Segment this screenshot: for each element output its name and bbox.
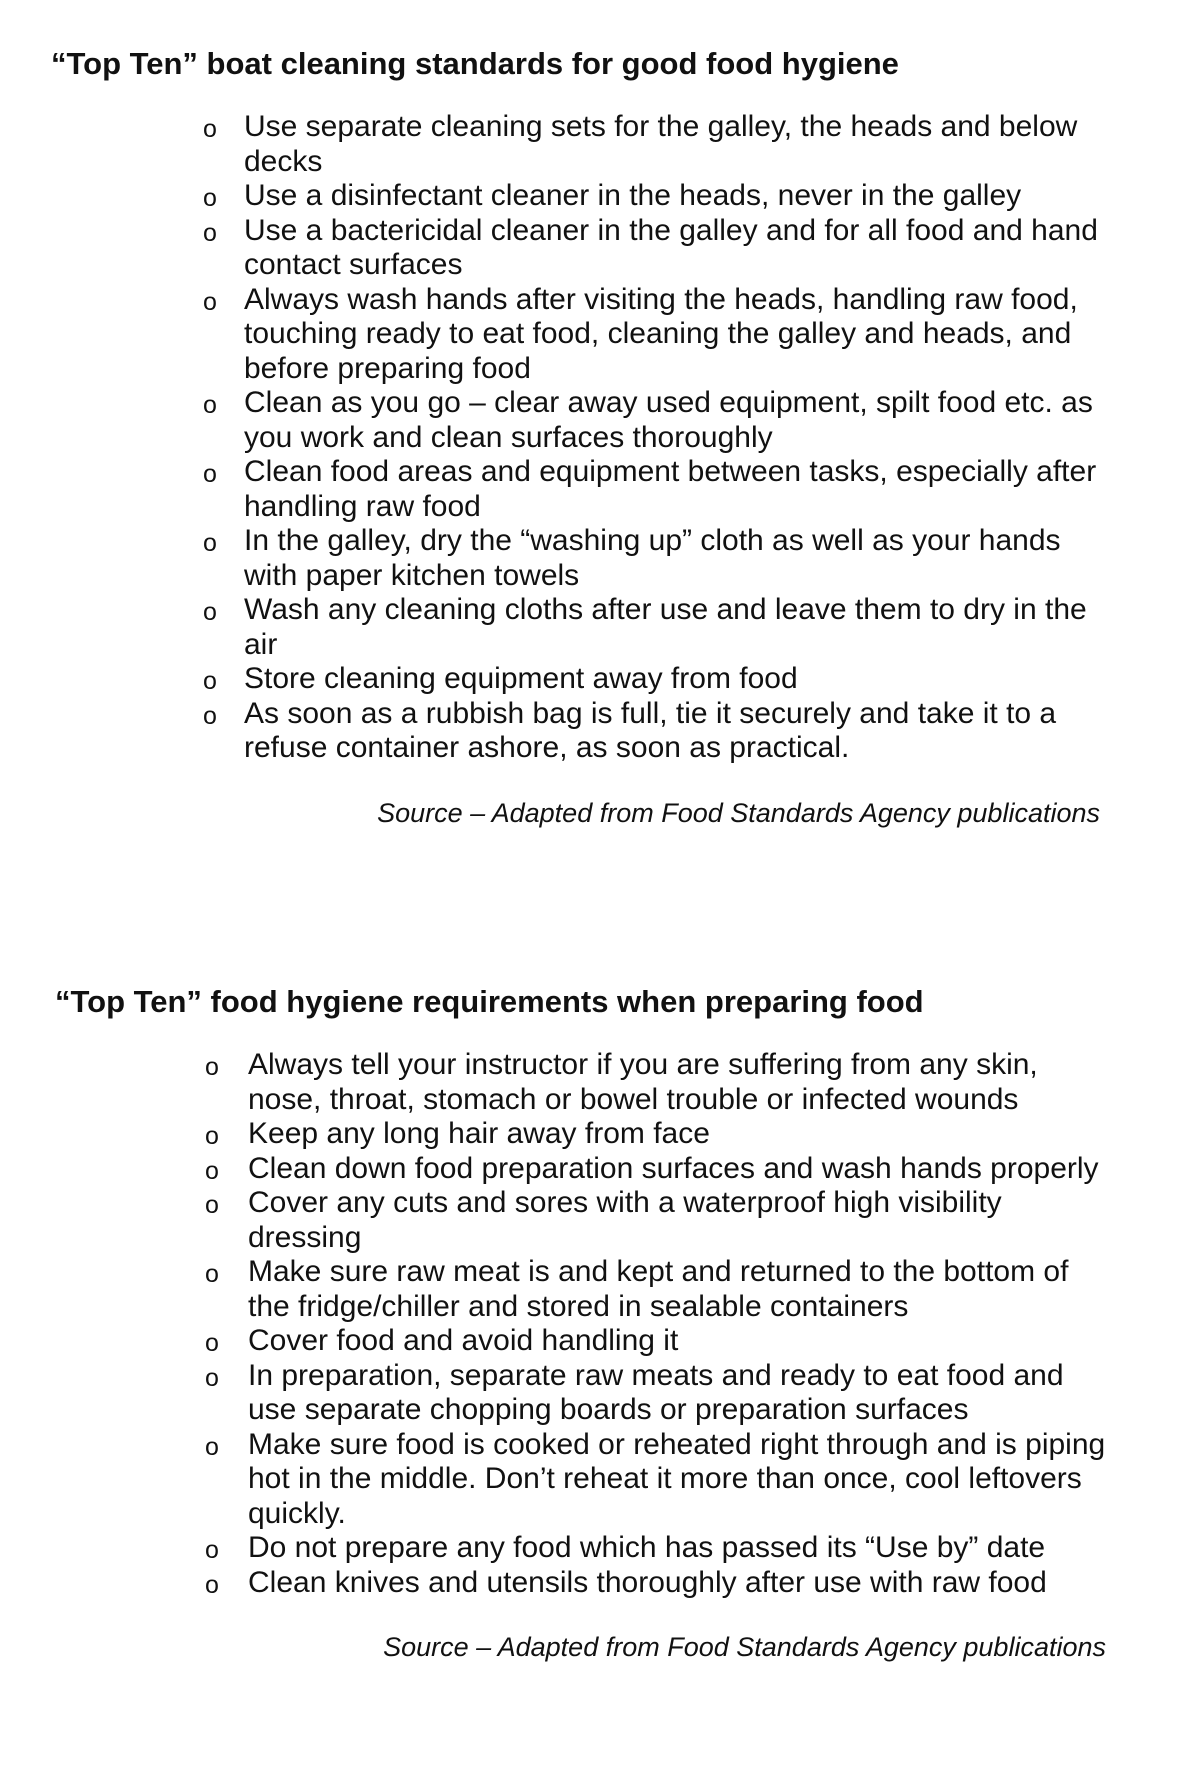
list-item bbox=[0, 524, 1200, 593]
cleaning-standards-section bbox=[0, 44, 1200, 830]
list-item-text: Use a disinfectant cleaner in the heads, never in the galley bbox=[244, 179, 1022, 212]
list-item-text: Clean down food preparation surfaces and wash hands properly bbox=[248, 1151, 1099, 1185]
bullet-icon: o bbox=[205, 1363, 219, 1392]
list-item bbox=[0, 1152, 1200, 1187]
bullet-icon: o bbox=[203, 287, 217, 316]
list-item bbox=[0, 1117, 1200, 1152]
list-item-text: In preparation, separate raw meats and ready to eat food and use separate chopping boards or preparation surfaces bbox=[248, 1358, 1064, 1426]
list-item-text: Store cleaning equipment away from food bbox=[244, 662, 798, 695]
list-item-text: Do not prepare any food which has passed its “Use by” date bbox=[248, 1531, 1046, 1564]
list-item-text: Make sure food is cooked or reheated right through and is piping hot in the middle. Don’t reheat it more than once, cool leftovers quickly. bbox=[248, 1427, 1106, 1530]
list-item bbox=[0, 283, 1200, 387]
list-item bbox=[0, 1359, 1200, 1428]
list-item-text: Keep any long hair away from face bbox=[248, 1117, 710, 1150]
list-item bbox=[0, 1428, 1200, 1532]
section-heading: “Top Ten” food hygiene requirements when preparing food bbox=[55, 984, 924, 1019]
bullet-icon: o bbox=[205, 1329, 219, 1357]
list-item bbox=[0, 386, 1200, 455]
bullet-icon: o bbox=[203, 218, 217, 247]
list-item bbox=[0, 1566, 1200, 1601]
list-item bbox=[0, 1531, 1200, 1566]
list-item-text: Cover food and avoid handling it bbox=[248, 1324, 679, 1357]
list-item bbox=[0, 593, 1200, 662]
list-item-text: Clean as you go – clear away used equipment, spilt food etc. as you work and clean surfaces thoroughly bbox=[244, 386, 1093, 454]
bullet-icon: o bbox=[205, 1053, 219, 1081]
bullet-icon: o bbox=[203, 184, 217, 212]
bullet-icon: o bbox=[205, 1260, 219, 1288]
list-item bbox=[0, 1048, 1200, 1117]
list-item-text: Always tell your instructor if you are suffering from any skin, nose, throat, stomach or bowel trouble or infected wounds bbox=[248, 1048, 1038, 1116]
list-item-text: Always wash hands after visiting the heads, handling raw food, touching ready to eat food, cleaning the galley and heads, and before preparing food bbox=[244, 282, 1078, 385]
list-item-text: Wash any cleaning cloths after use and leave them to dry in the air bbox=[244, 593, 1087, 661]
list-item-text: In the galley, dry the “washing up” cloth as well as your hands with paper kitchen towels bbox=[244, 524, 1061, 592]
list-item-text: As soon as a rubbish bag is full, tie it securely and take it to a refuse container ashore, as soon as practical. bbox=[244, 696, 1057, 764]
list-item-text: Cover any cuts and sores with a waterproof high visibility dressing bbox=[248, 1186, 1002, 1254]
list-item-text: Clean food areas and equipment between tasks, especially after handling raw food bbox=[244, 455, 1097, 523]
bullet-icon: o bbox=[203, 115, 217, 143]
bullet-icon: o bbox=[203, 667, 217, 695]
bullet-icon: o bbox=[205, 1122, 219, 1150]
bullet-icon: o bbox=[203, 391, 217, 419]
list-item bbox=[0, 662, 1200, 697]
bullet-icon: o bbox=[205, 1156, 219, 1185]
list-item bbox=[0, 455, 1200, 524]
bullet-list bbox=[0, 1048, 1200, 1600]
list-item bbox=[0, 110, 1200, 179]
bullet-icon: o bbox=[205, 1191, 219, 1219]
bullet-icon: o bbox=[203, 598, 217, 626]
bullet-icon: o bbox=[205, 1536, 219, 1564]
list-item bbox=[0, 1255, 1200, 1324]
bullet-icon: o bbox=[203, 701, 217, 730]
list-item bbox=[0, 1324, 1200, 1359]
list-item bbox=[0, 697, 1200, 766]
bullet-icon: o bbox=[205, 1432, 219, 1461]
list-item bbox=[0, 1186, 1200, 1255]
list-item bbox=[0, 214, 1200, 283]
list-item bbox=[0, 179, 1200, 214]
source-attribution: Source – Adapted from Food Standards Agency publications bbox=[383, 1632, 1106, 1662]
bullet-icon: o bbox=[205, 1570, 219, 1599]
list-item-text: Clean knives and utensils thoroughly after use with raw food bbox=[248, 1565, 1047, 1599]
bullet-icon: o bbox=[203, 460, 217, 488]
bullet-list bbox=[0, 110, 1200, 766]
list-item-text: Use separate cleaning sets for the galley, the heads and below decks bbox=[244, 110, 1078, 178]
section-heading: “Top Ten” boat cleaning standards for good food hygiene bbox=[51, 46, 899, 81]
bullet-icon: o bbox=[203, 529, 217, 557]
source-attribution: Source – Adapted from Food Standards Agency publications bbox=[377, 797, 1100, 828]
list-item-text: Use a bactericidal cleaner in the galley and for all food and hand contact surfaces bbox=[244, 213, 1098, 281]
list-item-text: Make sure raw meat is and kept and returned to the bottom of the fridge/chiller and stored in sealable containers bbox=[248, 1255, 1069, 1323]
food-prep-requirements-section bbox=[0, 982, 1200, 1664]
